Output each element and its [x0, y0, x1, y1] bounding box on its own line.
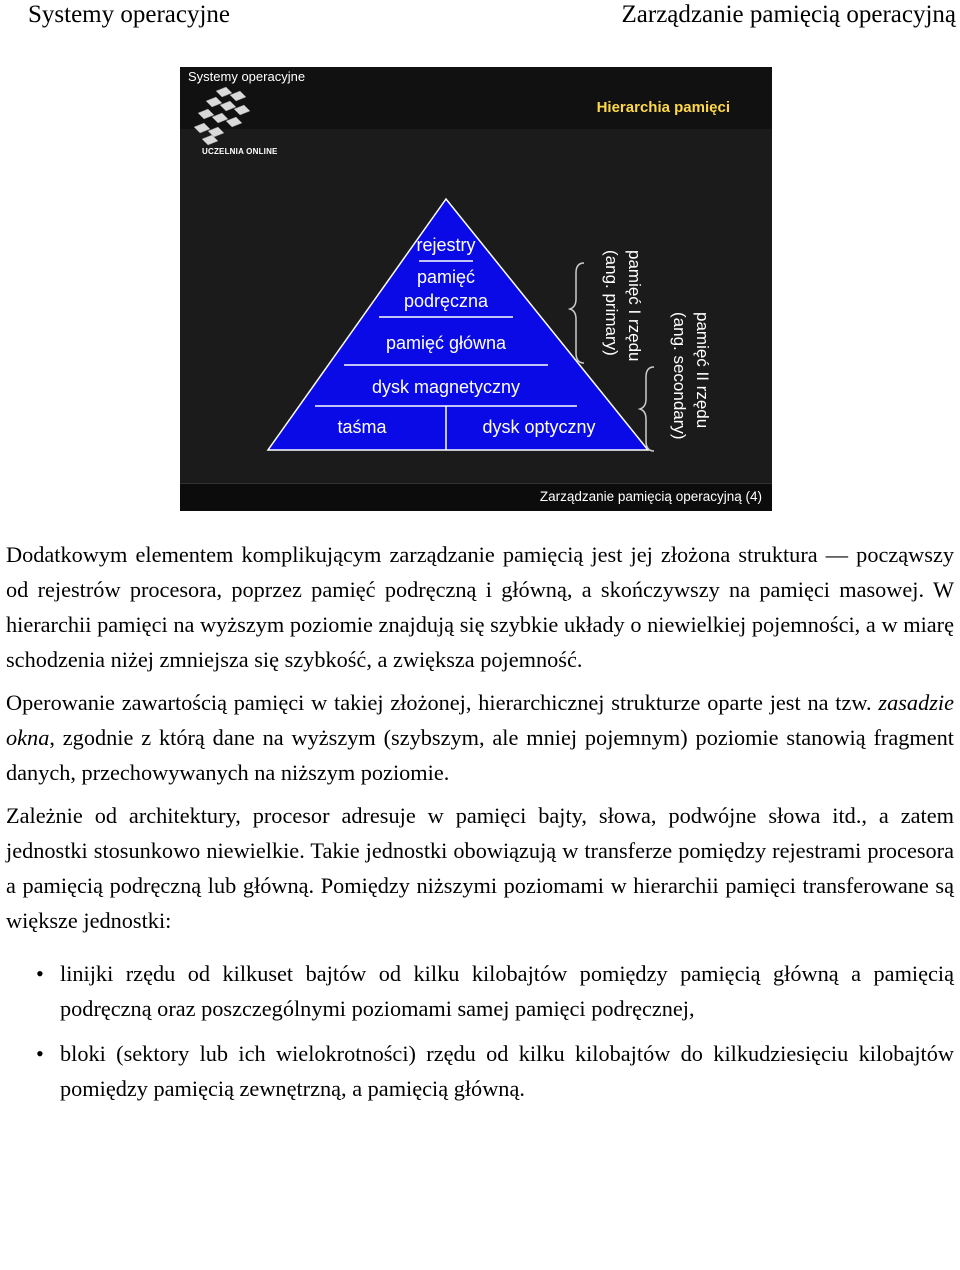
slide-image — [180, 67, 772, 511]
paragraph-1: Dodatkowym elementem komplikującym zarządzanie pamięcią jest jej złożona struktura — począwszy od rejestrów procesora, poprzez pamięć podręczną i główną, a skończywszy na pamięci masowej. W hierarchii pamięci na wyższym poziomie znajdują się szybkie układy o niewielkiej pojemności, a w miarę schodzenia niżej zmniejsza się szybkość, a zwiększa pojemność. — [6, 542, 954, 672]
list-item-text: linijki rzędu od kilkuset bajtów od kilku kilobajtów pomiędzy pamięcią główną a pamięcią podręczną oraz poszczególnymi poziomami samej pamięci podręcznej, — [60, 961, 954, 1021]
secondary-label-2: (ang. secondary) — [670, 312, 689, 440]
slide-footer: Zarządzanie pamięcią operacyjną (4) — [539, 489, 762, 504]
level-podreczna-1: pamięć — [416, 267, 476, 287]
level-rejestry: rejestry — [416, 235, 476, 255]
level-podreczna-2: podręczna — [403, 291, 489, 311]
level-tasma: taśma — [337, 417, 387, 437]
primary-label-1: pamięć I rzędu — [625, 250, 644, 362]
slide-small-title: Systemy operacyjne — [188, 69, 306, 84]
secondary-brace — [640, 367, 654, 451]
bullet-list — [6, 956, 954, 1106]
secondary-label-1: pamięć II rzędu — [693, 312, 712, 429]
list-item — [6, 956, 954, 1026]
list-item — [6, 1036, 954, 1106]
paragraph-2-end: , zgodnie z którą dane na wyższym (szybszym, ale mniej pojemnym) poziomie stanowią fragment danych, przechowywanych na niższym poziomie. — [6, 725, 954, 785]
paragraph-2-start: Operowanie zawartością pamięci w takiej złożonej, hierarchicznej strukturze oparte jest na tzw. — [6, 690, 879, 715]
level-glowna: pamięć główna — [385, 333, 507, 353]
slide-title: Hierarchia pamięci — [596, 99, 730, 116]
memory-hierarchy-pyramid — [180, 67, 772, 483]
paragraph-3: Zależnie od architektury, procesor adresuje w pamięci bajty, słowa, podwójne słowa itd., a zatem jednostki stosunkowo niewielkie. Takie jednostki obowiązują w transferze pomiędzy rejestrami procesora a pamięcią podręczną lub główną. Pomiędzy niższymi poziomami w hierarchii pamięci transferowane są większe jednostki: — [6, 803, 954, 933]
bullet-icon: • — [36, 1041, 44, 1066]
header-left: Systemy operacyjne — [28, 1, 231, 28]
bullet-icon: • — [36, 961, 44, 986]
slide-logo-text: UCZELNIA ONLINE — [202, 147, 278, 156]
document-body — [6, 537, 954, 1116]
header-right: Zarządzanie pamięcią operacyjną — [621, 1, 956, 28]
level-optyczny: dysk optyczny — [482, 417, 596, 437]
level-magnetyczny: dysk magnetyczny — [371, 377, 521, 397]
primary-label-2: (ang. primary) — [602, 250, 621, 356]
paragraph-2-italic: zasadzie okna — [6, 690, 954, 750]
primary-brace — [570, 263, 584, 363]
list-item-text: bloki (sektory lub ich wielokrotności) rzędu od kilku kilobajtów do kilkudziesięciu kilobajtów pomiędzy pamięcią zewnętrzną, a pamięcią główną. — [60, 1041, 954, 1101]
paragraph-2 — [6, 685, 954, 790]
